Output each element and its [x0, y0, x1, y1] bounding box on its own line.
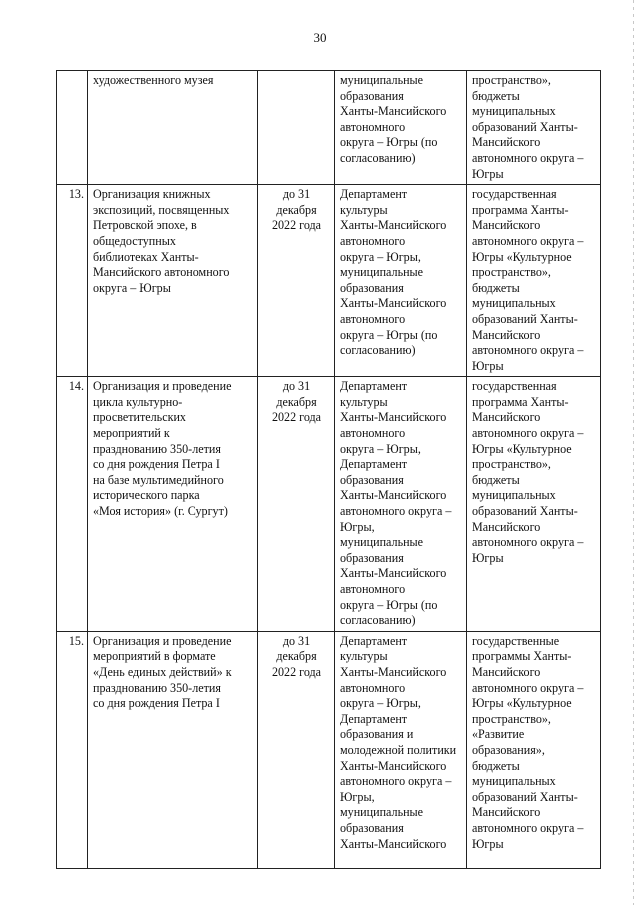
- responsible-cell: Департамент культуры Ханты-Мансийского автономного округа – Югры, муниципальные образования Ханты-Мансийского автономного округа – Югры (по согласованию): [335, 185, 467, 377]
- responsible-cell: Департамент культуры Ханты-Мансийского автономного округа – Югры, Департамент образования и молодежной политики Ханты-Мансийского автономного округа – Югры, муниципальные образования Ханты-Мансийского: [335, 631, 467, 868]
- funding-source-cell: государственная программа Ханты- Мансийского автономного округа – Югры «Культурное пространство», бюджеты муниципальных образований Ханты- Мансийского автономного округа – Югры: [467, 185, 601, 377]
- funding-source-cell: государственная программа Ханты- Мансийского автономного округа – Югры «Культурное пространство», бюджеты муниципальных образований Ханты- Мансийского автономного округа – Югры: [467, 377, 601, 632]
- activity-cell: Организация и проведение мероприятий в формате «День единых действий» к празднованию 350-летия со дня рождения Петра I: [88, 631, 258, 868]
- table-row: [57, 377, 601, 632]
- table-row: [57, 185, 601, 377]
- funding-source-cell: государственные программы Ханты- Мансийского автономного округа – Югры «Культурное пространство», «Развитие образования», бюджеты муниципальных образований Ханты- Мансийского автономного округа – Югры: [467, 631, 601, 868]
- scan-edge-marks: [633, 0, 634, 905]
- activity-cell: Организация и проведение цикла культурно- просветительских мероприятий к празднованию 350-летия со дня рождения Петра I на базе мультимедийного исторического парка «Моя история» (г. Сургут): [88, 377, 258, 632]
- table-row: [57, 631, 601, 868]
- row-number: 13.: [57, 185, 88, 377]
- responsible-cell: муниципальные образования Ханты-Мансийского автономного округа – Югры (по согласованию): [335, 71, 467, 185]
- page-number: 30: [313, 30, 327, 45]
- table-row: [57, 71, 601, 185]
- funding-source-cell: пространство», бюджеты муниципальных образований Ханты- Мансийского автономного округа – Югры: [467, 71, 601, 185]
- activity-cell: художественного музея: [88, 71, 258, 185]
- action-plan-table: [56, 70, 601, 869]
- activity-cell: Организация книжных экспозиций, посвященных Петровской эпохе, в общедоступных библиотеках Ханты- Мансийского автономного округа – Югры: [88, 185, 258, 377]
- deadline-cell: [258, 71, 335, 185]
- deadline-cell: до 31 декабря 2022 года: [258, 377, 335, 632]
- row-number: [57, 71, 88, 185]
- responsible-cell: Департамент культуры Ханты-Мансийского автономного округа – Югры, Департамент образования Ханты-Мансийского автономного округа – Югры, муниципальные образования Ханты-Мансийского автономного округа – Югры (по согласованию): [335, 377, 467, 632]
- deadline-cell: до 31 декабря 2022 года: [258, 631, 335, 868]
- row-number: 15.: [57, 631, 88, 868]
- deadline-cell: до 31 декабря 2022 года: [258, 185, 335, 377]
- row-number: 14.: [57, 377, 88, 632]
